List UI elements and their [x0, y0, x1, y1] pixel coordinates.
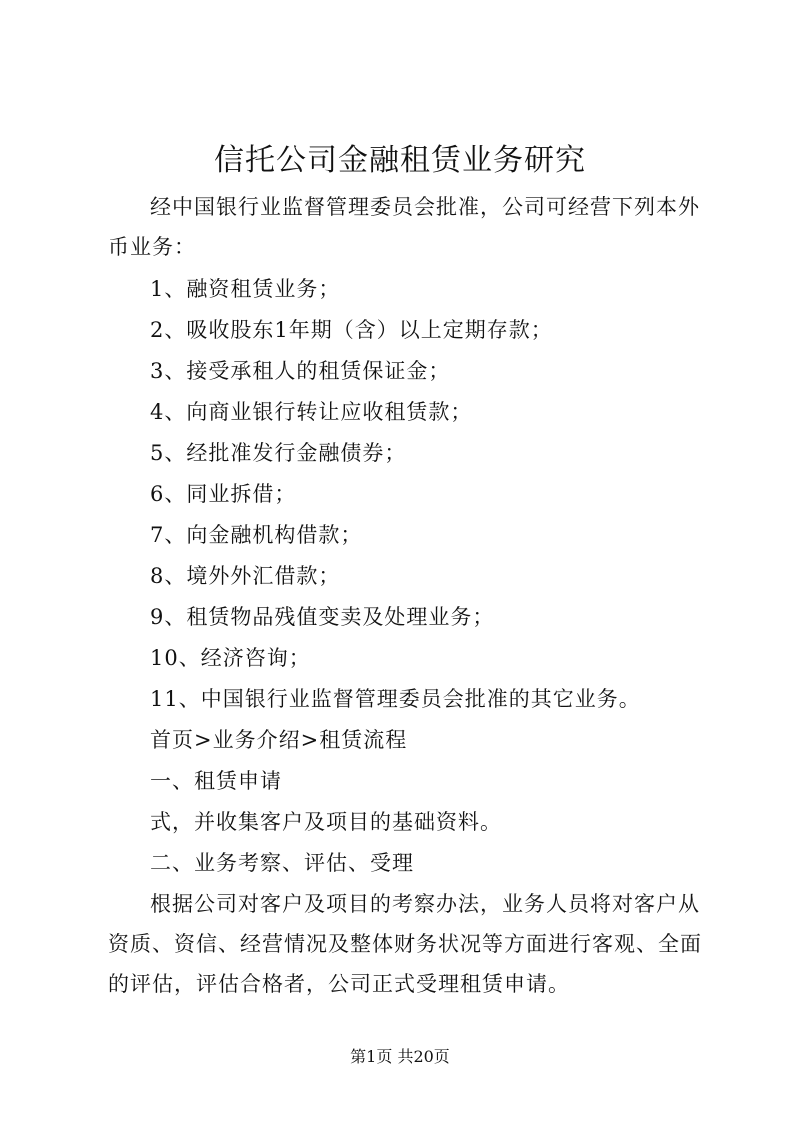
section-text-review: 根据公司对客户及项目的考察办法，业务人员将对客户从资质、资信、经营情况及整体财务状况等方面进行客观、全面的评估，评估合格者，公司正式受理租赁申请。 — [108, 892, 702, 996]
list-item: 10、经济咨询； — [150, 646, 311, 670]
list-item: 1、融资租赁业务； — [150, 277, 341, 301]
list-item: 11、中国银行业监督管理委员会批准的其它业务。 — [150, 687, 641, 711]
section-heading-application: 一、租赁申请 — [150, 769, 282, 793]
section-text-application: 式，并收集客户及项目的基础资料。 — [150, 810, 502, 834]
list-item: 4、向商业银行转让应收租赁款； — [150, 400, 473, 424]
page-title: 信托公司金融租赁业务研究 — [214, 143, 586, 178]
list-item: 6、同业拆借； — [150, 482, 297, 506]
section-heading-review: 二、业务考察、评估、受理 — [150, 851, 414, 875]
list-item: 3、接受承租人的租赁保证金； — [150, 359, 451, 383]
list-item: 9、租赁物品残值变卖及处理业务； — [150, 605, 495, 629]
list-item: 8、境外外汇借款； — [150, 564, 341, 588]
list-item: 5、经批准发行金融债券； — [150, 441, 407, 465]
breadcrumb: 首页>业务介绍>租赁流程 — [150, 728, 408, 752]
list-item: 2、吸收股东1年期（含）以上定期存款； — [150, 318, 553, 342]
list-item: 7、向金融机构借款； — [150, 523, 363, 547]
page-number: 第1页 共20页 — [350, 1047, 450, 1066]
intro-paragraph: 经中国银行业监督管理委员会批准，公司可经营下列本外币业务： — [108, 195, 700, 259]
